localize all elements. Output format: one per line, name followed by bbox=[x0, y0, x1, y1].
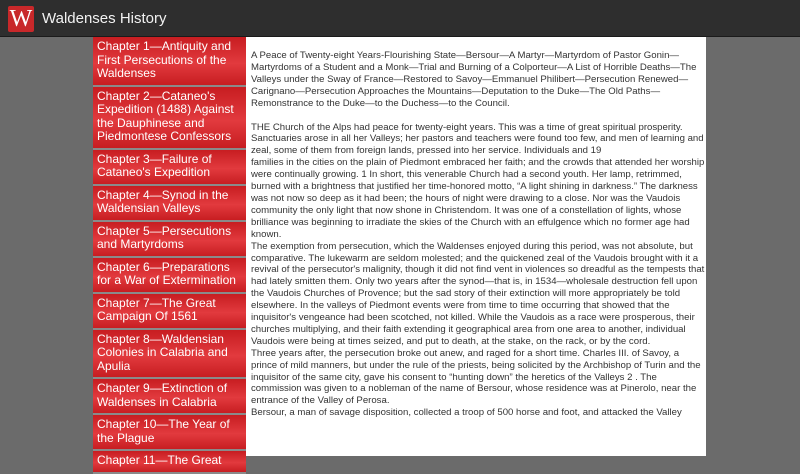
chapter-item[interactable]: Chapter 1—Antiquity and First Persecutions of the Waldenses bbox=[93, 37, 246, 87]
chapter-item[interactable]: Chapter 10—The Year of the Plague bbox=[93, 415, 246, 451]
chapter-item[interactable]: Chapter 3—Failure of Cataneo's Expedition bbox=[93, 150, 246, 186]
paragraph-gap bbox=[251, 110, 706, 122]
chapter-item[interactable]: Chapter 4—Synod in the Waldensian Valleys bbox=[93, 186, 246, 222]
chapter-item[interactable]: Chapter 6—Preparations for a War of Extermination bbox=[93, 258, 246, 294]
paragraph: The exemption from persecution, which the Waldenses enjoyed during this period, was not absolute, but comparative. The lukewarm are seldom molested; and the quickened zeal of the Vaudois brought with it a revival of the persecutor's malignity, though it did not find vent in violences so dreadful as the tempests that had lately smitten them. Only two years after the synod—that is, in 1534—wholesale destruction fell upon the Vaudois Churches of Provence; but the sad story of their extinction will more appropriately be told elsewhere. In the valleys of Piedmont events were from time to time occurring that showed that the inquisitor's vengeance had been scotched, not killed. While the Vaudois as a race were prosperous, their churches multiplying, and their faith extending it geographical area from one area to another, individual Vaudois were being at times seized, and put to death, at the stake, on the rack, or by the cord. bbox=[251, 240, 705, 347]
chapter-summary: A Peace of Twenty-eight Years-Flourishing State—Bersour—A Martyr—Martyrdom of Pastor Gonin—Martyrdoms of a Student and a Monk—Trial and Burning of a Colporteur—A List of Horrible Deaths—The Valleys under the Sway of France—Restored to Savoy—Emmanuel Philibert—Persecution Renewed—Carignano—Persecution Approaches the Mountains—Deputation to the Duke—The Old Paths—Remonstrance to the Duke—to the Duchess—to the Council. bbox=[251, 50, 697, 109]
app-logo-icon[interactable]: W bbox=[9, 6, 33, 32]
paragraph: families in the cities on the plain of Piedmont embraced her faith; and the crowds that attended her worship were continually growing. 1 In short, this venerable Church had a second youth. Her lamp, retrimmed, burned with a brightness that justified her time-honored motto, “A light shining in darkness.” The darkness was not now so deep as it had been; the hours of night were drawing to a close. Nor was the Vaudois community the only light that now shone in Christendom. It was one of a constellation of lights, whose brilliance was beginning to irradiate the skies of the Church with an effulgence which no former age had known. bbox=[251, 157, 705, 240]
paragraph: THE Church of the Alps had peace for twenty-eight years. This was a time of great spiritual prosperity. Sanctuaries arose in all her Valleys; her pastors and teachers were found too few, and men of learning and zeal, some of them from foreign lands, pressed into her service. Individuals and 19 bbox=[251, 121, 704, 157]
chapter-item[interactable]: Chapter 5—Persecutions and Martyrdoms bbox=[93, 222, 246, 258]
chapter-text bbox=[246, 37, 706, 419]
chapter-item[interactable]: Chapter 11—The Great bbox=[93, 451, 246, 474]
chapter-item[interactable]: Chapter 8—Waldensian Colonies in Calabria and Apulia bbox=[93, 330, 246, 380]
chapter-item[interactable]: Chapter 9—Extinction of Waldenses in Calabria bbox=[93, 379, 246, 415]
chapter-item[interactable]: Chapter 7—The Great Campaign Of 1561 bbox=[93, 294, 246, 330]
chapter-item[interactable]: Chapter 2—Cataneo's Expedition (1488) Against the Dauphinese and Piedmontese Confessors bbox=[93, 87, 246, 150]
chapter-content[interactable] bbox=[246, 37, 706, 456]
chapter-list[interactable] bbox=[93, 37, 246, 467]
paragraph: Three years after, the persecution broke out anew, and raged for a short time. Charles III. of Savoy, a prince of mild manners, but under the rule of the priests, being solicited by the Archbishop of Turin and the inquisitor of the same city, gave his consent to “hunting down” the heretics of the Valleys 2 . The commission was given to a nobleman of the name of Bersour, whose residence was at Pinerolo, near the entrance of the Valley of Perosa. bbox=[251, 347, 701, 407]
paragraph: Bersour, a man of savage disposition, collected a troop of 500 horse and foot, and attacked the Valley bbox=[251, 407, 682, 419]
app-title: Waldenses History bbox=[42, 10, 167, 27]
action-bar bbox=[0, 0, 800, 37]
